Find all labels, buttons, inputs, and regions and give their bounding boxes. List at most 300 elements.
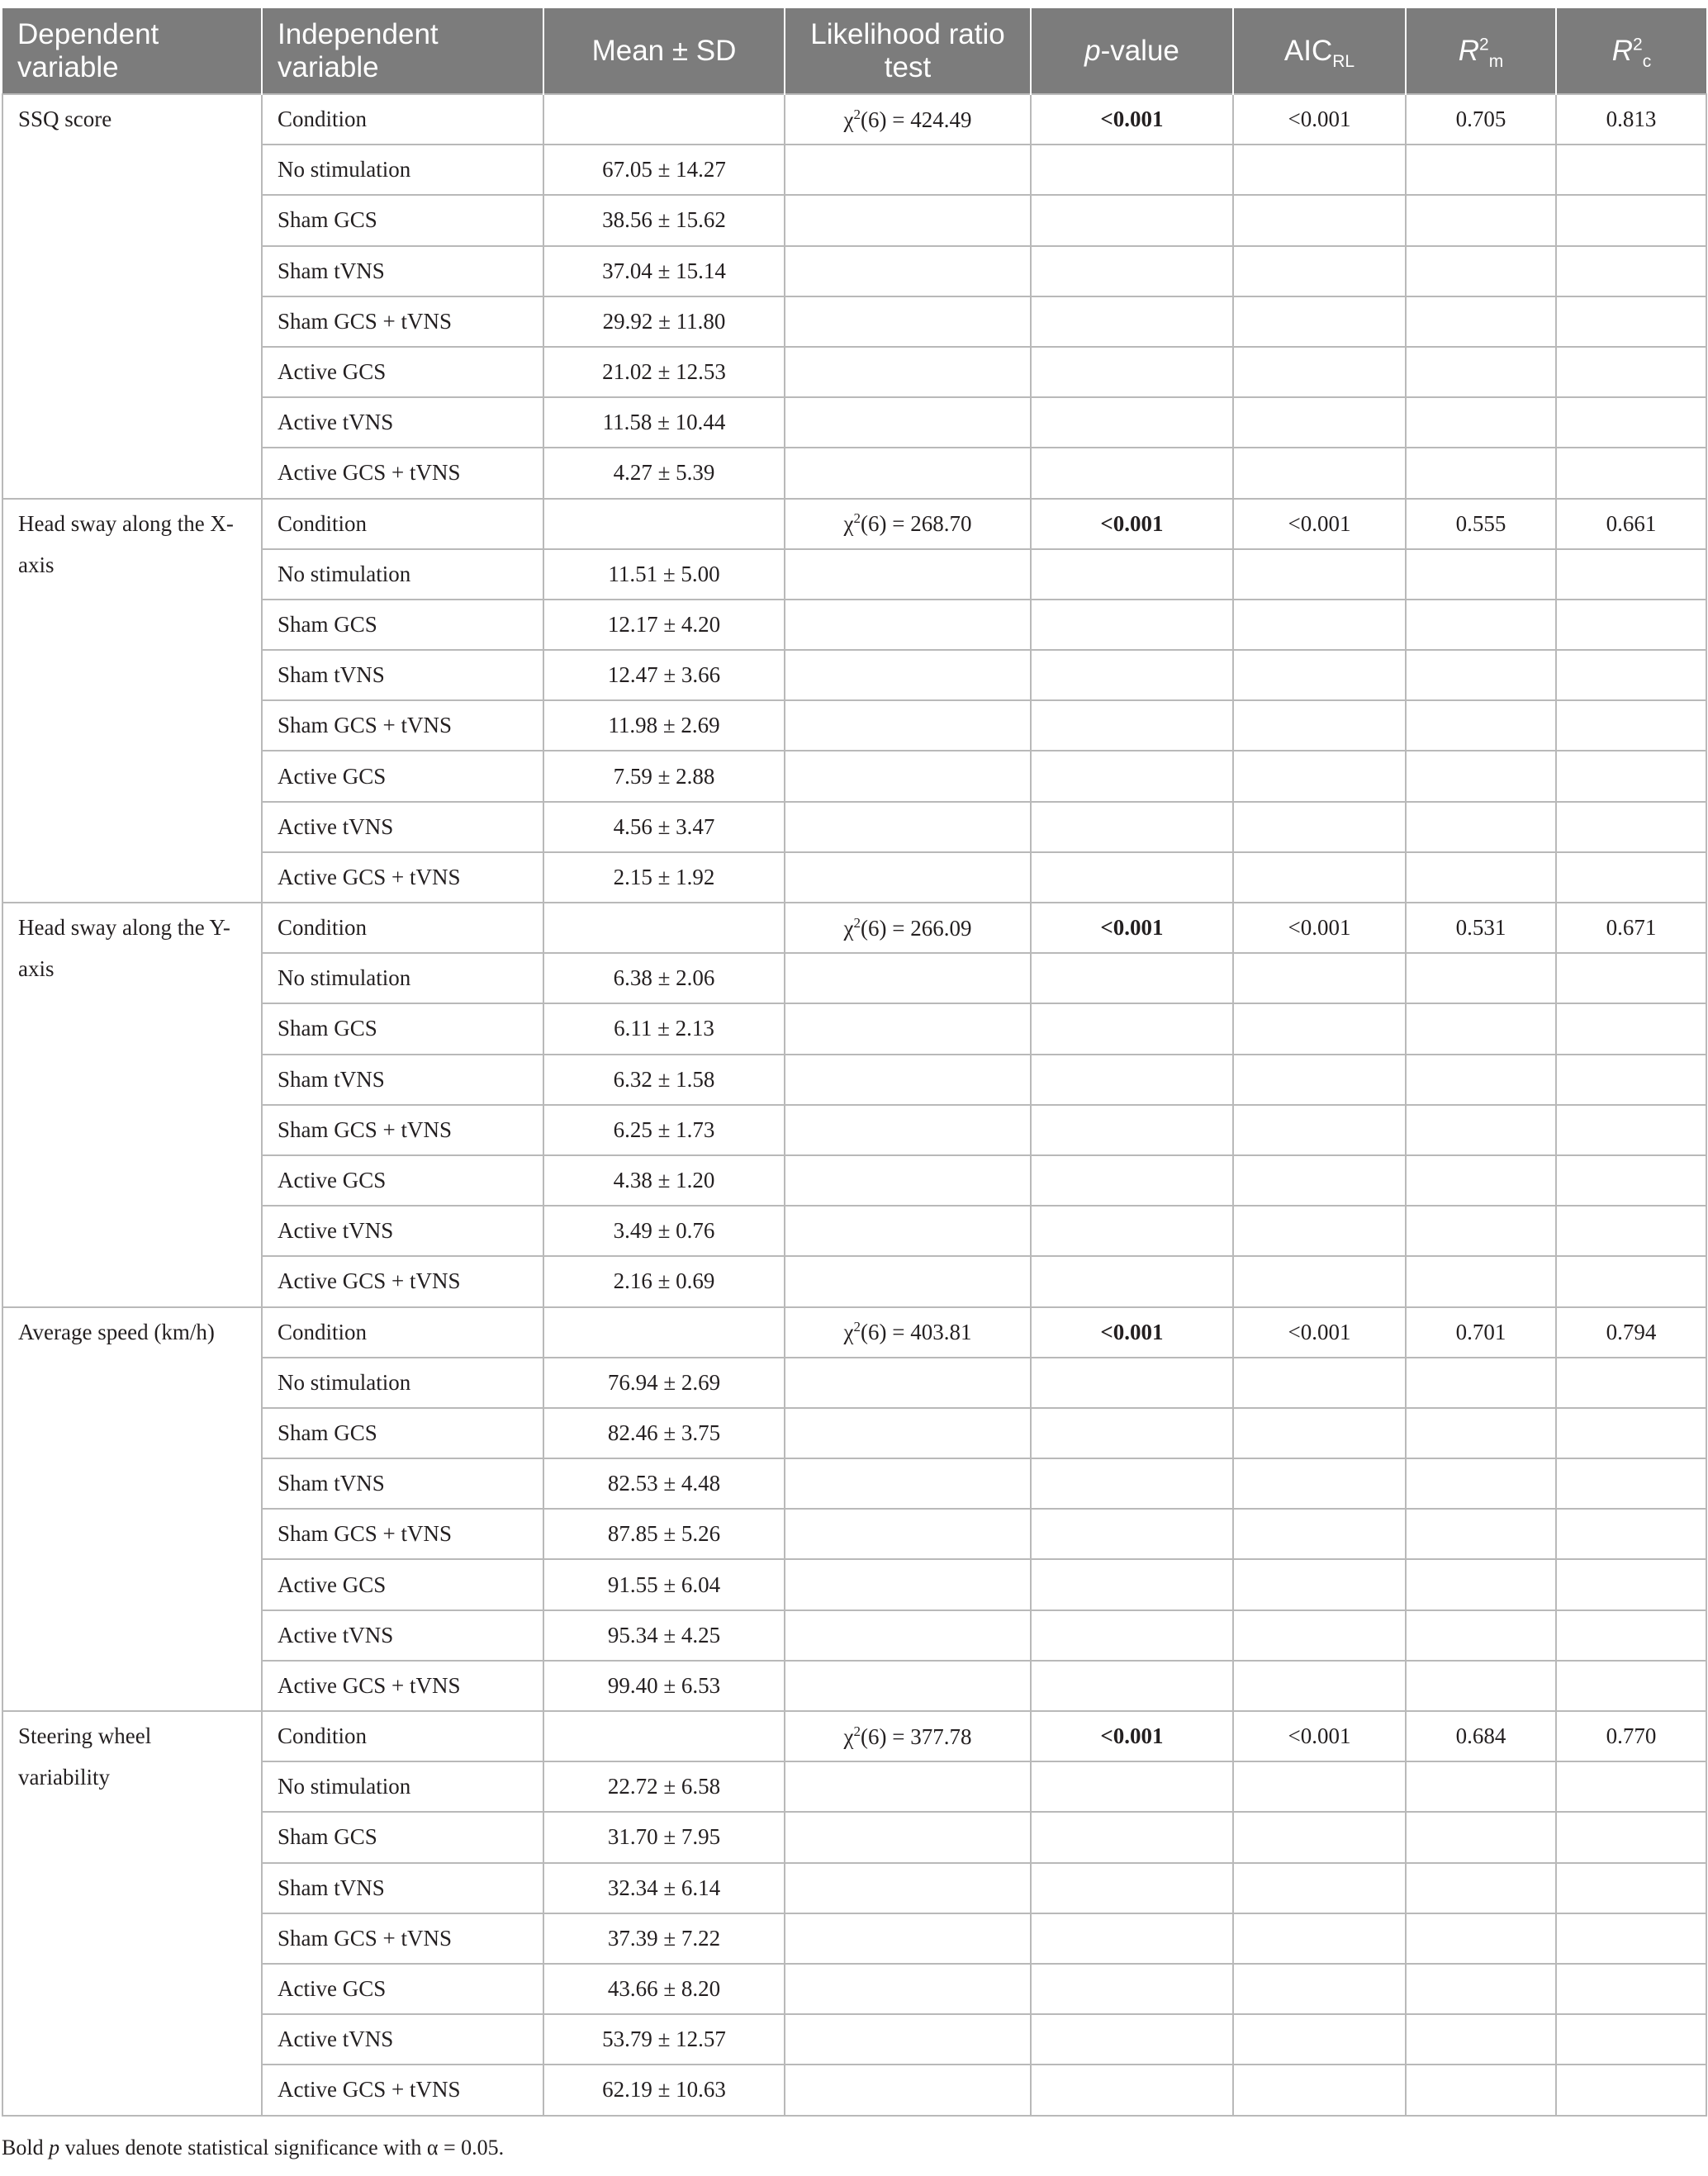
header-r2m-sub: m bbox=[1488, 51, 1504, 71]
independent-variable-cell: Sham GCS + tVNS bbox=[262, 1913, 543, 1964]
r2c-cell bbox=[1556, 1206, 1706, 1256]
likelihood-ratio-cell bbox=[785, 94, 1031, 145]
p-value-cell bbox=[1031, 1509, 1233, 1559]
aic-cell bbox=[1233, 2065, 1406, 2115]
r2c-cell bbox=[1556, 2014, 1706, 2065]
likelihood-ratio-cell bbox=[785, 1509, 1031, 1559]
independent-variable-cell: Sham tVNS bbox=[262, 1458, 543, 1509]
independent-variable-cell: Active GCS + tVNS bbox=[262, 1661, 543, 1711]
p-value-cell bbox=[1031, 195, 1233, 245]
p-value-cell bbox=[1031, 1964, 1233, 2014]
header-dependent-variable: Dependent variable bbox=[2, 8, 262, 94]
aic-cell bbox=[1233, 600, 1406, 650]
independent-variable-cell: Sham GCS bbox=[262, 600, 543, 650]
header-r2c-sup: 2 bbox=[1633, 34, 1643, 54]
r2c-cell bbox=[1556, 296, 1706, 347]
chi-superscript: 2 bbox=[853, 510, 861, 527]
independent-variable-cell: Sham GCS + tVNS bbox=[262, 700, 543, 751]
r2m-cell bbox=[1406, 397, 1556, 448]
condition-label-cell: Condition bbox=[262, 1711, 543, 1761]
r2c-cell bbox=[1556, 195, 1706, 245]
likelihood-ratio-cell bbox=[785, 1761, 1031, 1812]
p-value-cell bbox=[1031, 1155, 1233, 1206]
p-value-cell bbox=[1031, 1256, 1233, 1306]
likelihood-ratio-cell bbox=[785, 1105, 1031, 1155]
header-aic-sub: RL bbox=[1332, 51, 1355, 71]
p-value-cell bbox=[1031, 1206, 1233, 1256]
likelihood-ratio-cell bbox=[785, 1206, 1031, 1256]
r2c-cell bbox=[1556, 1812, 1706, 1862]
aic-cell bbox=[1233, 1358, 1406, 1408]
p-value-cell bbox=[1031, 1661, 1233, 1711]
p-value-cell bbox=[1031, 145, 1233, 195]
r2c-cell bbox=[1556, 700, 1706, 751]
likelihood-ratio-cell bbox=[785, 145, 1031, 195]
r2c-cell: 0.813 bbox=[1556, 94, 1706, 145]
chi-value: (6) = 268.70 bbox=[861, 511, 972, 537]
r2m-cell bbox=[1406, 145, 1556, 195]
r2m-cell bbox=[1406, 1863, 1556, 1913]
r2m-cell bbox=[1406, 2065, 1556, 2115]
likelihood-ratio-cell bbox=[785, 1964, 1031, 2014]
likelihood-ratio-cell bbox=[785, 1003, 1031, 1054]
r2c-cell bbox=[1556, 1964, 1706, 2014]
p-value-cell bbox=[1031, 2065, 1233, 2115]
r2m-cell bbox=[1406, 650, 1556, 700]
aic-cell bbox=[1233, 145, 1406, 195]
p-value-cell bbox=[1031, 650, 1233, 700]
aic-cell bbox=[1233, 2014, 1406, 2065]
likelihood-ratio-cell bbox=[785, 700, 1031, 751]
r2c-cell bbox=[1556, 802, 1706, 852]
independent-variable-cell: Sham GCS + tVNS bbox=[262, 1509, 543, 1559]
p-value-cell bbox=[1031, 700, 1233, 751]
condition-label-cell: Condition bbox=[262, 499, 543, 549]
chi-value: (6) = 424.49 bbox=[861, 107, 972, 132]
independent-variable-cell: Sham tVNS bbox=[262, 650, 543, 700]
footnote-pre: Bold bbox=[2, 2136, 50, 2159]
r2c-cell bbox=[1556, 1761, 1706, 1812]
aic-cell bbox=[1233, 1458, 1406, 1509]
mean-sd-cell: 82.53 ± 4.48 bbox=[543, 1458, 785, 1509]
aic-cell bbox=[1233, 296, 1406, 347]
likelihood-ratio-cell bbox=[785, 2014, 1031, 2065]
mean-sd-cell: 11.58 ± 10.44 bbox=[543, 397, 785, 448]
header-likelihood-ratio-test: Likelihood ratio test bbox=[785, 8, 1031, 94]
p-value-cell: <0.001 bbox=[1031, 903, 1233, 953]
p-value-cell bbox=[1031, 1055, 1233, 1105]
aic-cell: <0.001 bbox=[1233, 94, 1406, 145]
likelihood-ratio-cell bbox=[785, 1307, 1031, 1358]
independent-variable-cell: Sham GCS bbox=[262, 1812, 543, 1862]
r2m-cell bbox=[1406, 1661, 1556, 1711]
r2c-cell bbox=[1556, 1256, 1706, 1306]
r2c-cell: 0.794 bbox=[1556, 1307, 1706, 1358]
r2c-cell bbox=[1556, 397, 1706, 448]
aic-cell bbox=[1233, 1509, 1406, 1559]
r2c-cell: 0.671 bbox=[1556, 903, 1706, 953]
r2m-cell bbox=[1406, 1812, 1556, 1862]
aic-cell bbox=[1233, 397, 1406, 448]
likelihood-ratio-cell bbox=[785, 1610, 1031, 1661]
likelihood-ratio-cell bbox=[785, 600, 1031, 650]
header-r2m-base: R bbox=[1458, 34, 1480, 67]
header-r2m bbox=[1406, 8, 1556, 94]
p-value-cell bbox=[1031, 2014, 1233, 2065]
mean-sd-cell bbox=[543, 94, 785, 145]
header-aic-main: AIC bbox=[1283, 34, 1333, 67]
r2c-cell: 0.770 bbox=[1556, 1711, 1706, 1761]
mean-sd-cell: 21.02 ± 12.53 bbox=[543, 347, 785, 397]
table-footnote bbox=[2, 2136, 504, 2160]
r2c-cell bbox=[1556, 1155, 1706, 1206]
header-independent-variable: Independent variable bbox=[262, 8, 543, 94]
footnote-post: values denote statistical significance with α = 0.05. bbox=[59, 2136, 505, 2159]
mean-sd-cell: 6.11 ± 2.13 bbox=[543, 1003, 785, 1054]
dependent-variable-cell: SSQ score bbox=[2, 94, 262, 499]
r2m-cell bbox=[1406, 448, 1556, 498]
aic-cell: <0.001 bbox=[1233, 903, 1406, 953]
likelihood-ratio-cell bbox=[785, 852, 1031, 903]
aic-cell bbox=[1233, 1863, 1406, 1913]
likelihood-ratio-cell bbox=[785, 1812, 1031, 1862]
likelihood-ratio-cell bbox=[785, 195, 1031, 245]
independent-variable-cell: Sham GCS bbox=[262, 1408, 543, 1458]
mean-sd-cell: 29.92 ± 11.80 bbox=[543, 296, 785, 347]
r2c-cell bbox=[1556, 1509, 1706, 1559]
aic-cell: <0.001 bbox=[1233, 1307, 1406, 1358]
r2c-cell bbox=[1556, 1913, 1706, 1964]
chi-superscript: 2 bbox=[853, 106, 861, 122]
independent-variable-cell: Sham GCS bbox=[262, 195, 543, 245]
aic-cell bbox=[1233, 1559, 1406, 1609]
independent-variable-cell: No stimulation bbox=[262, 145, 543, 195]
table-row-condition bbox=[2, 1711, 1706, 1761]
aic-cell bbox=[1233, 1105, 1406, 1155]
r2m-cell bbox=[1406, 802, 1556, 852]
mean-sd-cell bbox=[543, 1307, 785, 1358]
aic-cell bbox=[1233, 1964, 1406, 2014]
likelihood-ratio-cell bbox=[785, 246, 1031, 296]
chi-value: (6) = 403.81 bbox=[861, 1320, 972, 1345]
independent-variable-cell: No stimulation bbox=[262, 953, 543, 1003]
likelihood-ratio-cell bbox=[785, 953, 1031, 1003]
aic-cell bbox=[1233, 1610, 1406, 1661]
chi-symbol: χ bbox=[843, 511, 854, 537]
independent-variable-cell: Active GCS + tVNS bbox=[262, 448, 543, 498]
independent-variable-cell: Active tVNS bbox=[262, 1610, 543, 1661]
table-row-condition bbox=[2, 1307, 1706, 1358]
header-p-suffix: -value bbox=[1100, 34, 1179, 67]
mean-sd-cell: 6.32 ± 1.58 bbox=[543, 1055, 785, 1105]
r2c-cell bbox=[1556, 852, 1706, 903]
r2m-cell bbox=[1406, 1105, 1556, 1155]
likelihood-ratio-cell bbox=[785, 2065, 1031, 2115]
mean-sd-cell: 2.16 ± 0.69 bbox=[543, 1256, 785, 1306]
chi-value: (6) = 266.09 bbox=[861, 915, 972, 941]
aic-cell bbox=[1233, 549, 1406, 600]
r2m-cell bbox=[1406, 1206, 1556, 1256]
aic-cell bbox=[1233, 1812, 1406, 1862]
mean-sd-cell: 4.56 ± 3.47 bbox=[543, 802, 785, 852]
mean-sd-cell: 11.98 ± 2.69 bbox=[543, 700, 785, 751]
independent-variable-cell: Active GCS bbox=[262, 1559, 543, 1609]
independent-variable-cell: Active tVNS bbox=[262, 802, 543, 852]
p-value-cell bbox=[1031, 246, 1233, 296]
r2m-cell bbox=[1406, 852, 1556, 903]
independent-variable-cell: Active GCS bbox=[262, 1964, 543, 2014]
r2c-cell bbox=[1556, 549, 1706, 600]
mean-sd-cell: 99.40 ± 6.53 bbox=[543, 1661, 785, 1711]
p-value-cell bbox=[1031, 549, 1233, 600]
mean-sd-cell: 37.04 ± 15.14 bbox=[543, 246, 785, 296]
likelihood-ratio-cell bbox=[785, 1661, 1031, 1711]
mean-sd-cell: 91.55 ± 6.04 bbox=[543, 1559, 785, 1609]
p-value-cell: <0.001 bbox=[1031, 499, 1233, 549]
aic-cell bbox=[1233, 802, 1406, 852]
mean-sd-cell: 32.34 ± 6.14 bbox=[543, 1863, 785, 1913]
independent-variable-cell: Active tVNS bbox=[262, 397, 543, 448]
chi-symbol: χ bbox=[843, 107, 854, 132]
r2m-cell: 0.701 bbox=[1406, 1307, 1556, 1358]
r2m-cell bbox=[1406, 953, 1556, 1003]
likelihood-ratio-cell bbox=[785, 1711, 1031, 1761]
r2c-cell bbox=[1556, 246, 1706, 296]
r2m-cell: 0.531 bbox=[1406, 903, 1556, 953]
independent-variable-cell: No stimulation bbox=[262, 1761, 543, 1812]
aic-cell bbox=[1233, 751, 1406, 801]
r2m-cell bbox=[1406, 2014, 1556, 2065]
aic-cell bbox=[1233, 700, 1406, 751]
mean-sd-cell: 62.19 ± 10.63 bbox=[543, 2065, 785, 2115]
r2c-cell bbox=[1556, 1105, 1706, 1155]
independent-variable-cell: Sham tVNS bbox=[262, 1863, 543, 1913]
p-value-cell bbox=[1031, 1559, 1233, 1609]
dependent-variable-cell: Steering wheel variability bbox=[2, 1711, 262, 2116]
r2c-cell: 0.661 bbox=[1556, 499, 1706, 549]
header-aic bbox=[1233, 8, 1406, 94]
aic-cell: <0.001 bbox=[1233, 499, 1406, 549]
r2c-cell bbox=[1556, 1458, 1706, 1509]
likelihood-ratio-cell bbox=[785, 549, 1031, 600]
mean-sd-cell: 4.27 ± 5.39 bbox=[543, 448, 785, 498]
mean-sd-cell: 37.39 ± 7.22 bbox=[543, 1913, 785, 1964]
mean-sd-cell: 67.05 ± 14.27 bbox=[543, 145, 785, 195]
aic-cell bbox=[1233, 1256, 1406, 1306]
aic-cell bbox=[1233, 1206, 1406, 1256]
chi-symbol: χ bbox=[843, 1320, 854, 1345]
chi-superscript: 2 bbox=[853, 1319, 861, 1335]
independent-variable-cell: Active tVNS bbox=[262, 1206, 543, 1256]
p-value-cell bbox=[1031, 296, 1233, 347]
mean-sd-cell bbox=[543, 903, 785, 953]
mean-sd-cell: 7.59 ± 2.88 bbox=[543, 751, 785, 801]
r2m-cell bbox=[1406, 347, 1556, 397]
p-value-cell: <0.001 bbox=[1031, 94, 1233, 145]
likelihood-ratio-cell bbox=[785, 751, 1031, 801]
p-value-cell bbox=[1031, 397, 1233, 448]
r2m-cell bbox=[1406, 1155, 1556, 1206]
r2c-cell bbox=[1556, 650, 1706, 700]
independent-variable-cell: Active GCS bbox=[262, 347, 543, 397]
r2c-cell bbox=[1556, 145, 1706, 195]
mean-sd-cell: 12.47 ± 3.66 bbox=[543, 650, 785, 700]
aic-cell bbox=[1233, 650, 1406, 700]
aic-cell bbox=[1233, 1408, 1406, 1458]
mean-sd-cell: 76.94 ± 2.69 bbox=[543, 1358, 785, 1408]
likelihood-ratio-cell bbox=[785, 1408, 1031, 1458]
r2m-cell: 0.684 bbox=[1406, 1711, 1556, 1761]
independent-variable-cell: Active GCS + tVNS bbox=[262, 2065, 543, 2115]
p-value-cell bbox=[1031, 1610, 1233, 1661]
r2m-cell bbox=[1406, 1055, 1556, 1105]
mean-sd-cell: 87.85 ± 5.26 bbox=[543, 1509, 785, 1559]
r2c-cell bbox=[1556, 1408, 1706, 1458]
header-r2c-base: R bbox=[1611, 34, 1634, 67]
p-value-cell bbox=[1031, 1913, 1233, 1964]
likelihood-ratio-cell bbox=[785, 1559, 1031, 1609]
r2c-cell bbox=[1556, 1610, 1706, 1661]
table-row-condition bbox=[2, 903, 1706, 953]
r2m-cell bbox=[1406, 1003, 1556, 1054]
header-r2c bbox=[1556, 8, 1706, 94]
likelihood-ratio-cell bbox=[785, 347, 1031, 397]
r2m-cell bbox=[1406, 1408, 1556, 1458]
mean-sd-cell: 6.25 ± 1.73 bbox=[543, 1105, 785, 1155]
likelihood-ratio-cell bbox=[785, 1055, 1031, 1105]
r2c-cell bbox=[1556, 751, 1706, 801]
mean-sd-cell: 43.66 ± 8.20 bbox=[543, 1964, 785, 2014]
p-value-cell bbox=[1031, 852, 1233, 903]
mean-sd-cell: 22.72 ± 6.58 bbox=[543, 1761, 785, 1812]
r2m-cell bbox=[1406, 1559, 1556, 1609]
independent-variable-cell: Active GCS bbox=[262, 751, 543, 801]
header-r2c-sub: c bbox=[1642, 51, 1652, 71]
dependent-variable-cell: Head sway along the X-axis bbox=[2, 499, 262, 903]
r2m-cell bbox=[1406, 1964, 1556, 2014]
header-r2m-sup: 2 bbox=[1479, 34, 1489, 54]
mean-sd-cell: 95.34 ± 4.25 bbox=[543, 1610, 785, 1661]
mean-sd-cell: 12.17 ± 4.20 bbox=[543, 600, 785, 650]
r2m-cell bbox=[1406, 1610, 1556, 1661]
aic-cell bbox=[1233, 953, 1406, 1003]
aic-cell bbox=[1233, 1155, 1406, 1206]
results-table bbox=[2, 8, 1707, 2117]
r2c-cell bbox=[1556, 1661, 1706, 1711]
r2c-cell bbox=[1556, 1358, 1706, 1408]
p-value-cell: <0.001 bbox=[1031, 1307, 1233, 1358]
aic-cell bbox=[1233, 1055, 1406, 1105]
r2m-cell: 0.555 bbox=[1406, 499, 1556, 549]
table-header bbox=[2, 8, 1706, 94]
p-value-cell bbox=[1031, 1863, 1233, 1913]
table-row-condition bbox=[2, 499, 1706, 549]
r2c-cell bbox=[1556, 1003, 1706, 1054]
mean-sd-cell: 53.79 ± 12.57 bbox=[543, 2014, 785, 2065]
aic-cell bbox=[1233, 448, 1406, 498]
chi-value: (6) = 377.78 bbox=[861, 1723, 972, 1749]
header-row bbox=[2, 8, 1706, 94]
likelihood-ratio-cell bbox=[785, 650, 1031, 700]
p-value-cell bbox=[1031, 1812, 1233, 1862]
r2c-cell bbox=[1556, 347, 1706, 397]
header-p-italic: p bbox=[1084, 34, 1101, 67]
r2c-cell bbox=[1556, 1863, 1706, 1913]
mean-sd-cell: 31.70 ± 7.95 bbox=[543, 1812, 785, 1862]
r2c-cell bbox=[1556, 600, 1706, 650]
p-value-cell bbox=[1031, 751, 1233, 801]
r2m-cell bbox=[1406, 549, 1556, 600]
p-value-cell bbox=[1031, 1003, 1233, 1054]
mean-sd-cell: 38.56 ± 15.62 bbox=[543, 195, 785, 245]
mean-sd-cell bbox=[543, 1711, 785, 1761]
mean-sd-cell: 3.49 ± 0.76 bbox=[543, 1206, 785, 1256]
r2m-cell bbox=[1406, 1509, 1556, 1559]
chi-symbol: χ bbox=[843, 915, 854, 941]
dependent-variable-cell: Head sway along the Y-axis bbox=[2, 903, 262, 1307]
p-value-cell: <0.001 bbox=[1031, 1711, 1233, 1761]
table-body bbox=[2, 94, 1706, 2116]
likelihood-ratio-cell bbox=[785, 1358, 1031, 1408]
r2m-cell bbox=[1406, 1913, 1556, 1964]
aic-cell bbox=[1233, 1761, 1406, 1812]
dependent-variable-cell: Average speed (km/h) bbox=[2, 1307, 262, 1712]
p-value-cell bbox=[1031, 802, 1233, 852]
mean-sd-cell: 4.38 ± 1.20 bbox=[543, 1155, 785, 1206]
independent-variable-cell: Active tVNS bbox=[262, 2014, 543, 2065]
independent-variable-cell: Sham GCS + tVNS bbox=[262, 296, 543, 347]
p-value-cell bbox=[1031, 600, 1233, 650]
aic-cell bbox=[1233, 1661, 1406, 1711]
independent-variable-cell: Sham GCS + tVNS bbox=[262, 1105, 543, 1155]
likelihood-ratio-cell bbox=[785, 802, 1031, 852]
likelihood-ratio-cell bbox=[785, 1256, 1031, 1306]
p-value-cell bbox=[1031, 1458, 1233, 1509]
likelihood-ratio-cell bbox=[785, 1913, 1031, 1964]
aic-cell bbox=[1233, 195, 1406, 245]
mean-sd-cell: 82.46 ± 3.75 bbox=[543, 1408, 785, 1458]
chi-superscript: 2 bbox=[853, 1723, 861, 1739]
likelihood-ratio-cell bbox=[785, 1863, 1031, 1913]
likelihood-ratio-cell bbox=[785, 1155, 1031, 1206]
condition-label-cell: Condition bbox=[262, 1307, 543, 1358]
aic-cell: <0.001 bbox=[1233, 1711, 1406, 1761]
chi-symbol: χ bbox=[843, 1723, 854, 1749]
independent-variable-cell: Sham GCS bbox=[262, 1003, 543, 1054]
independent-variable-cell: Sham tVNS bbox=[262, 246, 543, 296]
independent-variable-cell: Sham tVNS bbox=[262, 1055, 543, 1105]
independent-variable-cell: Active GCS bbox=[262, 1155, 543, 1206]
p-value-cell bbox=[1031, 1105, 1233, 1155]
header-mean-sd: Mean ± SD bbox=[543, 8, 785, 94]
p-value-cell bbox=[1031, 448, 1233, 498]
aic-cell bbox=[1233, 246, 1406, 296]
r2c-cell bbox=[1556, 1055, 1706, 1105]
r2c-cell bbox=[1556, 1559, 1706, 1609]
p-value-cell bbox=[1031, 347, 1233, 397]
header-p-value bbox=[1031, 8, 1233, 94]
independent-variable-cell: No stimulation bbox=[262, 549, 543, 600]
likelihood-ratio-cell bbox=[785, 903, 1031, 953]
r2c-cell bbox=[1556, 448, 1706, 498]
footnote-p-italic: p bbox=[49, 2136, 60, 2159]
aic-cell bbox=[1233, 852, 1406, 903]
likelihood-ratio-cell bbox=[785, 448, 1031, 498]
independent-variable-cell: Active GCS + tVNS bbox=[262, 1256, 543, 1306]
p-value-cell bbox=[1031, 953, 1233, 1003]
p-value-cell bbox=[1031, 1408, 1233, 1458]
likelihood-ratio-cell bbox=[785, 296, 1031, 347]
